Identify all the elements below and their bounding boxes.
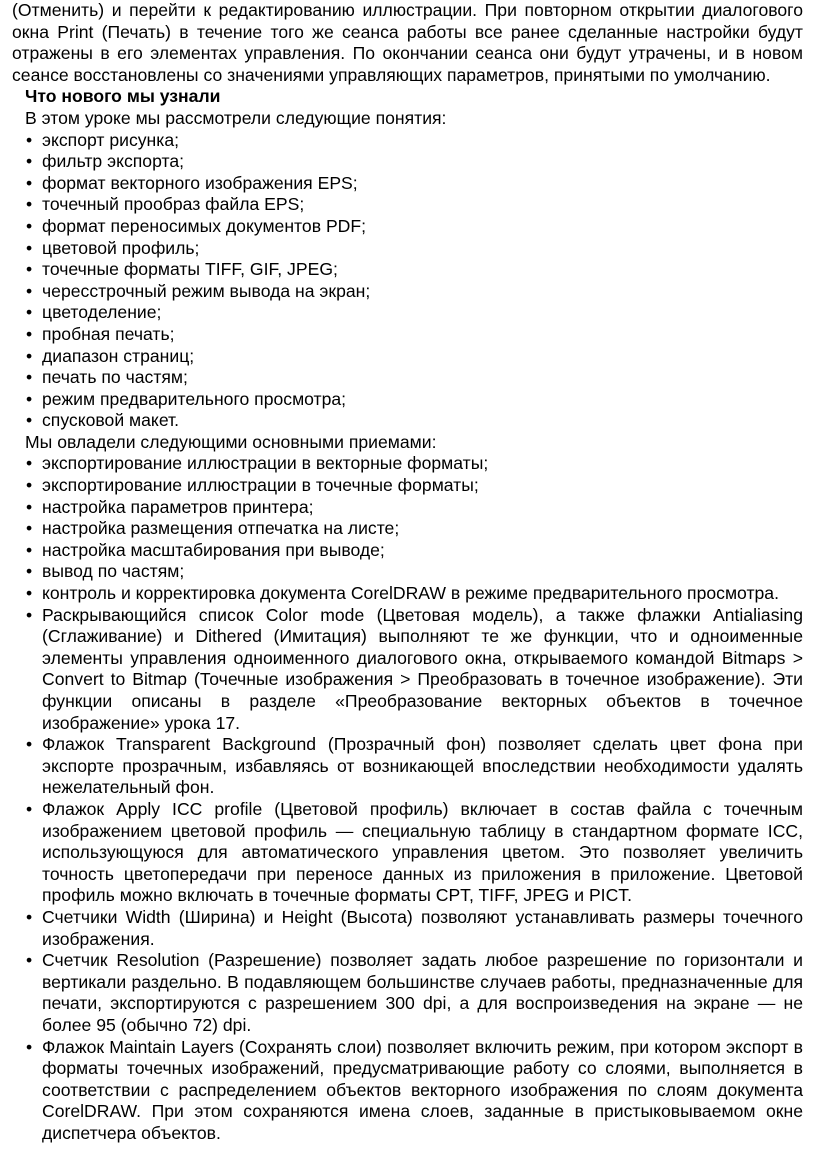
concept-list-item: • чересстрочный режим вывода на экран; bbox=[12, 281, 803, 303]
skill-list-item: • настройка параметров принтера; bbox=[12, 497, 803, 519]
concept-list-item: • фильтр экспорта; bbox=[12, 151, 803, 173]
concept-list-item: • режим предварительного просмотра; bbox=[12, 389, 803, 411]
skills-list bbox=[12, 453, 803, 1144]
concept-list-item: • экспорт рисунка; bbox=[12, 130, 803, 152]
skill-list-item: • экспортирование иллюстрации в векторные форматы; bbox=[12, 453, 803, 475]
concepts-lead: В этом уроке мы рассмотрели следующие понятия: bbox=[25, 107, 447, 128]
skills-lead: Мы овладели следующими основными приемами: bbox=[25, 431, 437, 452]
skill-list-item: • Счетчики Width (Ширина) и Height (Высота) позволяют устанавливать размеры точечного изображения. bbox=[12, 907, 803, 950]
skill-list-item: • настройка масштабирования при выводе; bbox=[12, 540, 803, 562]
concept-list-item: • формат векторного изображения EPS; bbox=[12, 173, 803, 195]
concept-list-item: • цветовой профиль; bbox=[12, 238, 803, 260]
skill-list-item: • Счетчик Resolution (Разрешение) позволяет задать любое разрешение по горизонтали и вертикали раздельно. В подавляющем большинстве случаев работы, предназначенные для печати, экспортируются с разрешением 300 dpi, а для воспроизведения на экране — не более 95 (обычно 72) dpi. bbox=[12, 950, 803, 1036]
concept-list-item: • диапазон страниц; bbox=[12, 346, 803, 368]
skill-list-item: • Флажок Maintain Layers (Сохранять слои) позволяет включить режим, при котором экспорт в форматы точечных изображений, предусматривающие работу со слоями, выполняется в соответствии с распределением объектов векторного изображения по слоям документа CorelDRAW. При этом сохраняются имена слоев, заданные в пристыковываемом окне диспетчера объектов. bbox=[12, 1037, 803, 1145]
concept-list-item: • спусковой макет. bbox=[12, 410, 803, 432]
concept-list-item: • точечные форматы TIFF, GIF, JPEG; bbox=[12, 259, 803, 281]
skill-list-item: • Раскрывающийся список Color mode (Цветовая модель), а также флажки Antialiasing (Сглаживание) и Dithered (Имитация) выполняют те же функции, что и одноименные элементы управления одноименного диалогового окна, открываемого командой Bitmaps > Convert to Bitmap (Точечные изображения > Преобразовать в точечное изображение). Эти функции описаны в разделе «Преобразование векторных объектов в точечное изображение» урока 17. bbox=[12, 605, 803, 735]
skill-list-item: • Флажок Transparent Background (Прозрачный фон) позволяет сделать цвет фона при экспорте прозрачным, избавляясь от возникающей впоследствии необходимости удалять нежелательный фон. bbox=[12, 734, 803, 799]
skill-list-item: • вывод по частям; bbox=[12, 561, 803, 583]
skill-list-item: • контроль и корректировка документа CorelDRAW в режиме предварительного просмотра. bbox=[12, 583, 803, 605]
skill-list-item: • Флажок Apply ICC profile (Цветовой профиль) включает в состав файла с точечным изображением цветовой профиль — специальную таблицу в стандартном формате ICC, использующуюся для автоматического управления цветом. Это позволяет увеличить точность цветопередачи при переносе данных из приложения в приложение. Цветовой профиль можно включать в точечные форматы CPT, TIFF, JPEG и PICT. bbox=[12, 799, 803, 907]
concept-list-item: • пробная печать; bbox=[12, 324, 803, 346]
concept-list-item: • цветоделение; bbox=[12, 302, 803, 324]
concept-list-item: • печать по частям; bbox=[12, 367, 803, 389]
skill-list-item: • экспортирование иллюстрации в точечные форматы; bbox=[12, 475, 803, 497]
concept-list-item: • формат переносимых документов PDF; bbox=[12, 216, 803, 238]
concept-list-item: • точечный прообраз файла EPS; bbox=[12, 194, 803, 216]
section-heading: Что нового мы узнали bbox=[25, 86, 221, 107]
skill-list-item: • настройка размещения отпечатка на листе; bbox=[12, 518, 803, 540]
concepts-list bbox=[12, 130, 803, 432]
intro-paragraph: (Отменить) и перейти к редактированию иллюстрации. При повторном открытии диалогового окна Print (Печать) в течение того же сеанса работы все ранее сделанные настройки будут отражены в его элементах управления. По окончании сеанса они будут утрачены, и в новом сеансе восстановлены со значениями управляющих параметров, принятыми по умолчанию. bbox=[12, 0, 803, 85]
